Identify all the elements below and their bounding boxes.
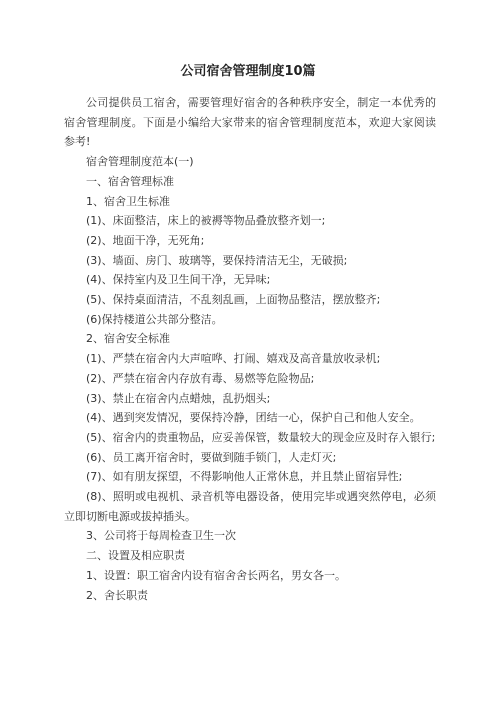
paragraph: (6)、员工离开宿舍时，要做到随手锁门，人走灯灭; — [86, 450, 337, 464]
paragraph: (3)、墙面、房门、玻璃等，要保持清洁无尘，无破损; — [86, 253, 348, 267]
paragraph: 宿舍管理制度范本(一) — [86, 155, 194, 169]
paragraph: 1、宿舍卫生标准 — [86, 194, 170, 208]
paragraph: 公司提供员工宿舍，需要管理好宿舍的各种秩序安全，制定一本优秀的宿舍管理制度。下面是小编给大家带来的宿舍管理制度范本，欢迎大家阅读参考! — [64, 96, 436, 149]
paragraph: (8)、照明或电视机、录音机等电器设备，使用完毕或遇突然停电，必须立即切断电源或拔掉插头。 — [64, 490, 436, 523]
paragraph: 一、宿舍管理标准 — [86, 174, 174, 188]
paragraph: (3)、禁止在宿舍内点蜡烛，乱扔烟头; — [86, 391, 271, 405]
paragraph: (1)、严禁在宿舍内大声喧哗、打闹、嬉戏及高音量放收录机; — [86, 352, 381, 366]
paragraph: (2)、严禁在宿舍内存放有毒、易燃等危险物品; — [86, 371, 315, 385]
paragraph: (4)、保持室内及卫生间干净，无异味; — [86, 273, 271, 287]
paragraph: (2)、地面干净，无死角; — [86, 233, 205, 247]
paragraph: 2、舍长职责 — [86, 588, 148, 602]
paragraph: 3、公司将于每周检查卫生一次 — [86, 529, 236, 543]
document-body — [64, 93, 436, 605]
paragraph: (7)、如有朋友探望，不得影响他人正常休息，并且禁止留宿异性; — [86, 470, 403, 484]
paragraph: 2、宿舍安全标准 — [86, 332, 170, 346]
paragraph: (4)、遇到突发情况，要保持冷静，团结一心，保护自己和他人安全。 — [86, 411, 421, 425]
paragraph: (5)、宿舍内的贵重物品，应妥善保管，数量较大的现金应及时存入银行; — [86, 430, 436, 444]
document-title: 公司宿舍管理制度10篇 — [180, 64, 316, 79]
paragraph: (6)保持楼道公共部分整洁。 — [86, 312, 223, 326]
paragraph: 1、设置：职工宿舍内设有宿舍舍长两名，男女各一。 — [86, 568, 346, 582]
paragraph: (1)、床面整洁，床上的被褥等物品叠放整齐划一; — [86, 214, 326, 228]
paragraph: (5)、保持桌面清洁，不乱刻乱画，上面物品整洁，摆放整齐; — [86, 293, 381, 307]
paragraph: 二、设置及相应职责 — [86, 549, 185, 563]
